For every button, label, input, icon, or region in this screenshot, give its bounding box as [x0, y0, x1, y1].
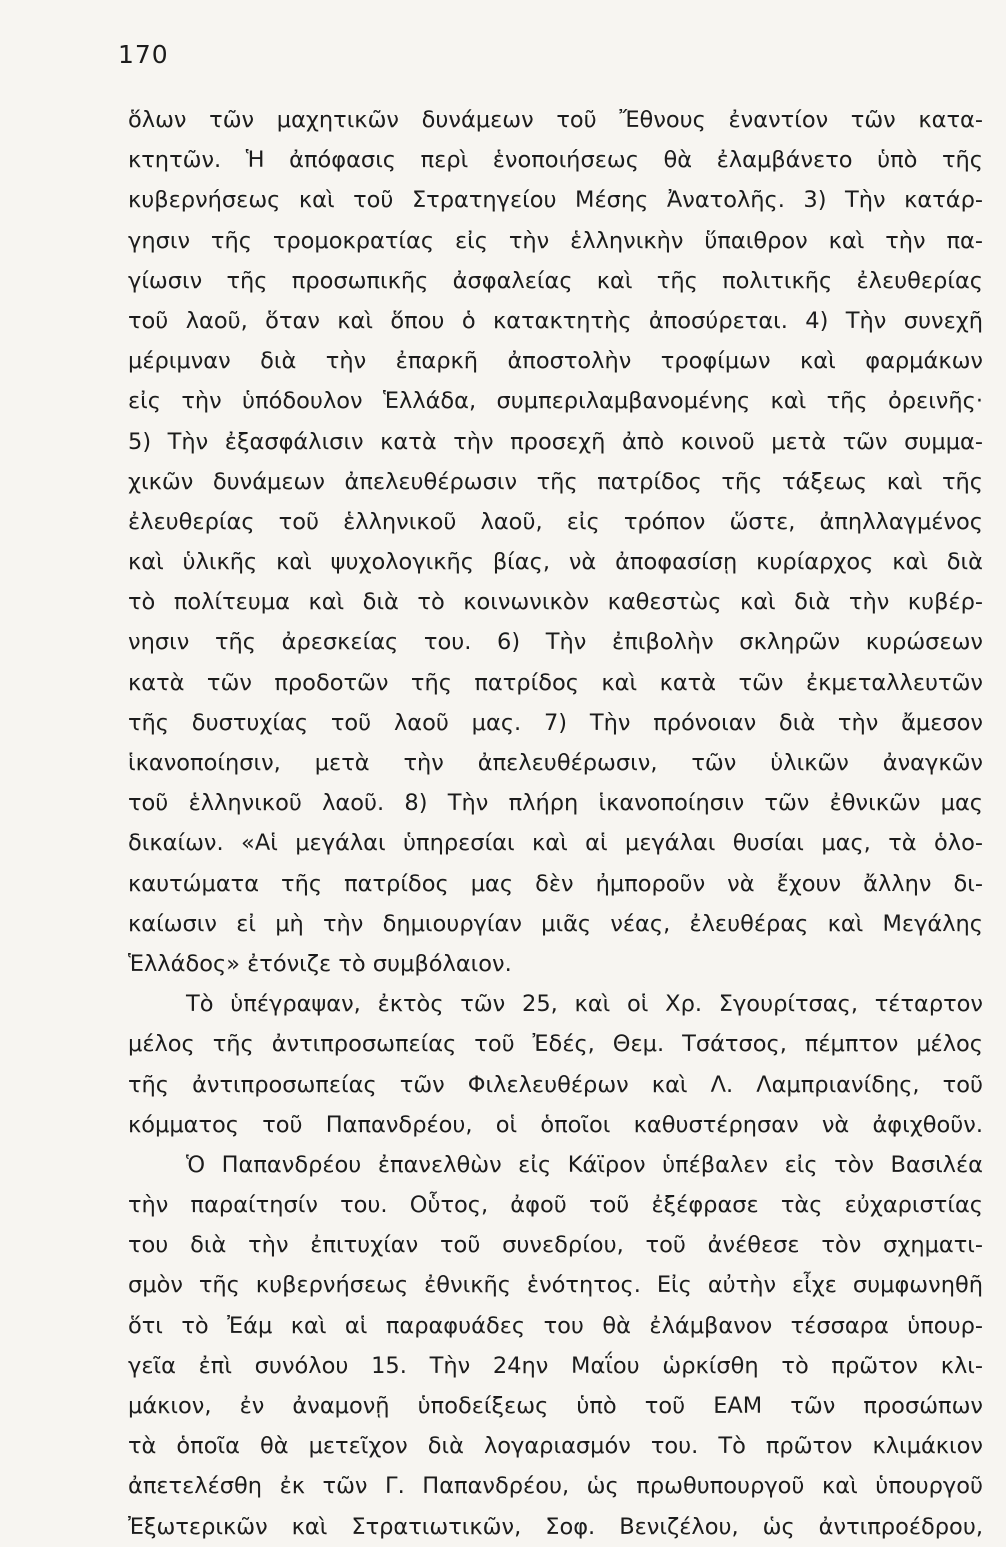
text-line: μάκιον, ἐν ἀναμονῇ ὑποδείξεως ὑπὸ τοῦ ΕΑΜ τῶν προσώπων — [128, 1393, 983, 1419]
text-line: ὅλων τῶν μαχητικῶν δυνάμεων τοῦ Ἔθνους ἐναντίον τῶν κατα- — [128, 107, 983, 133]
text-line: του διὰ τὴν ἐπιτυχίαν τοῦ συνεδρίου, τοῦ ἀνέθεσε τὸν σχηματι- — [128, 1232, 983, 1259]
text-line: κτητῶν. Ἡ ἀπόφασις περὶ ἑνοποιήσεως θὰ ἐλαμβάνετο ὑπὸ τῆς — [128, 147, 983, 174]
text-line: καὶ ὑλικῆς καὶ ψυχολογικῆς βίας, νὰ ἀποφασίσῃ κυρίαρχος καὶ διὰ — [128, 549, 983, 576]
text-line: εἰς τὴν ὑπόδουλον Ἑλλάδα, συμπεριλαμβανομένης καὶ τῆς ὀρεινῆς· — [128, 388, 983, 415]
text-line: Τὸ ὑπέγραψαν, ἐκτὸς τῶν 25, καὶ οἱ Χρ. Σγουρίτσας, τέταρτον — [186, 991, 983, 1018]
text-line: μέλος τῆς ἀντιπροσωπείας τοῦ Ἐδές, Θεμ. Τσάτσος, πέμπτον μέλος — [128, 1031, 983, 1058]
text-line: κόμματος τοῦ Παπανδρέου, οἱ ὁποῖοι καθυστέρησαν νὰ ἀφιχθοῦν. — [128, 1111, 983, 1138]
body-text — [128, 100, 983, 1547]
text-line: Ὁ Παπανδρέου ἐπανελθὼν εἰς Κάϊρον ὑπέβαλεν εἰς τὸν Βασιλέα — [186, 1151, 983, 1178]
text-line: καίωσιν εἰ μὴ τὴν δημιουργίαν μιᾶς νέας, ἐλευθέρας καὶ Μεγάλης — [128, 910, 983, 937]
text-line: ὅτι τὸ Ἐάμ καὶ αἱ παραφυάδες του θὰ ἐλάμβανον τέσσαρα ὑπουρ- — [128, 1312, 983, 1339]
page-number: 170 — [118, 40, 169, 69]
text-line: κατὰ τῶν προδοτῶν τῆς πατρίδος καὶ κατὰ τῶν ἐκμεταλλευτῶν — [128, 669, 983, 696]
text-line: ἀπετελέσθη ἐκ τῶν Γ. Παπανδρέου, ὡς πρωθυπουργοῦ καὶ ὑπουργοῦ — [128, 1473, 983, 1500]
text-line: γησιν τῆς τρομοκρατίας εἰς τὴν ἑλληνικὴν ὕπαιθρον καὶ τὴν πα- — [128, 227, 983, 254]
text-line: τῆς δυστυχίας τοῦ λαοῦ μας. 7) Τὴν πρόνοιαν διὰ τὴν ἄμεσον — [128, 709, 983, 736]
text-line: χικῶν δυνάμεων ἀπελευθέρωσιν τῆς πατρίδος τῆς τάξεως καὶ τῆς — [128, 468, 983, 495]
text-line: δικαίων. «Αἱ μεγάλαι ὑπηρεσίαι καὶ αἱ μεγάλαι θυσίαι μας, τὰ ὁλο- — [128, 830, 983, 857]
text-line: καυτώματα τῆς πατρίδος μας δὲν ἠμποροῦν νὰ ἔχουν ἄλλην δι- — [128, 870, 983, 897]
text-line: μέριμναν διὰ τὴν ἐπαρκῆ ἀποστολὴν τροφίμων καὶ φαρμάκων — [128, 348, 983, 375]
text-line: γεῖα ἐπὶ συνόλου 15. Τὴν 24ην Μαΐου ὡρκίσθη τὸ πρῶτον κλι- — [128, 1352, 983, 1379]
text-line: γίωσιν τῆς προσωπικῆς ἀσφαλείας καὶ τῆς πολιτικῆς ἐλευθερίας — [128, 267, 983, 294]
text-line: σμὸν τῆς κυβερνήσεως ἐθνικῆς ἑνότητος. Εἰς αὐτὴν εἶχε συμφωνηθῆ — [128, 1272, 983, 1299]
text-line: τοῦ ἑλληνικοῦ λαοῦ. 8) Τὴν πλήρη ἱκανοποίησιν τῶν ἐθνικῶν μας — [128, 790, 983, 817]
text-line: τῆς ἀντιπροσωπείας τῶν Φιλελευθέρων καὶ Λ. Λαμπριανίδης, τοῦ — [128, 1071, 983, 1098]
text-line: Ἐξωτερικῶν καὶ Στρατιωτικῶν, Σοφ. Βενιζέλου, ὡς ἀντιπροέδρου, — [128, 1513, 983, 1540]
text-line: τὰ ὁποῖα θὰ μετεῖχον διὰ λογαριασμόν του. Τὸ πρῶτον κλιμάκιον — [128, 1433, 983, 1460]
text-line: Ἑλλάδος» ἐτόνιζε τὸ συμβόλαιον. — [128, 950, 512, 977]
text-line: νησιν τῆς ἀρεσκείας του. 6) Τὴν ἐπιβολὴν σκληρῶν κυρώσεων — [128, 629, 983, 656]
text-line: τοῦ λαοῦ, ὅταν καὶ ὅπου ὁ κατακτητὴς ἀποσύρεται. 4) Τὴν συνεχῆ — [128, 307, 983, 334]
text-line: 5) Τὴν ἐξασφάλισιν κατὰ τὴν προσεχῆ ἀπὸ κοινοῦ μετὰ τῶν συμμα- — [128, 428, 983, 455]
text-line: ἱκανοποίησιν, μετὰ τὴν ἀπελευθέρωσιν, τῶν ὑλικῶν ἀναγκῶν — [128, 750, 983, 776]
text-line: τὴν παραίτησίν του. Οὗτος, ἀφοῦ τοῦ ἐξέφρασε τὰς εὐχαριστίας — [128, 1192, 983, 1219]
text-line: ἐλευθερίας τοῦ ἑλληνικοῦ λαοῦ, εἰς τρόπον ὥστε, ἀπηλλαγμένος — [128, 508, 983, 535]
text-line: τὸ πολίτευμα καὶ διὰ τὸ κοινωνικὸν καθεστὼς καὶ διὰ τὴν κυβέρ- — [128, 589, 983, 616]
text-line: κυβερνήσεως καὶ τοῦ Στρατηγείου Μέσης Ἀνατολῆς. 3) Τὴν κατάρ- — [128, 187, 983, 214]
